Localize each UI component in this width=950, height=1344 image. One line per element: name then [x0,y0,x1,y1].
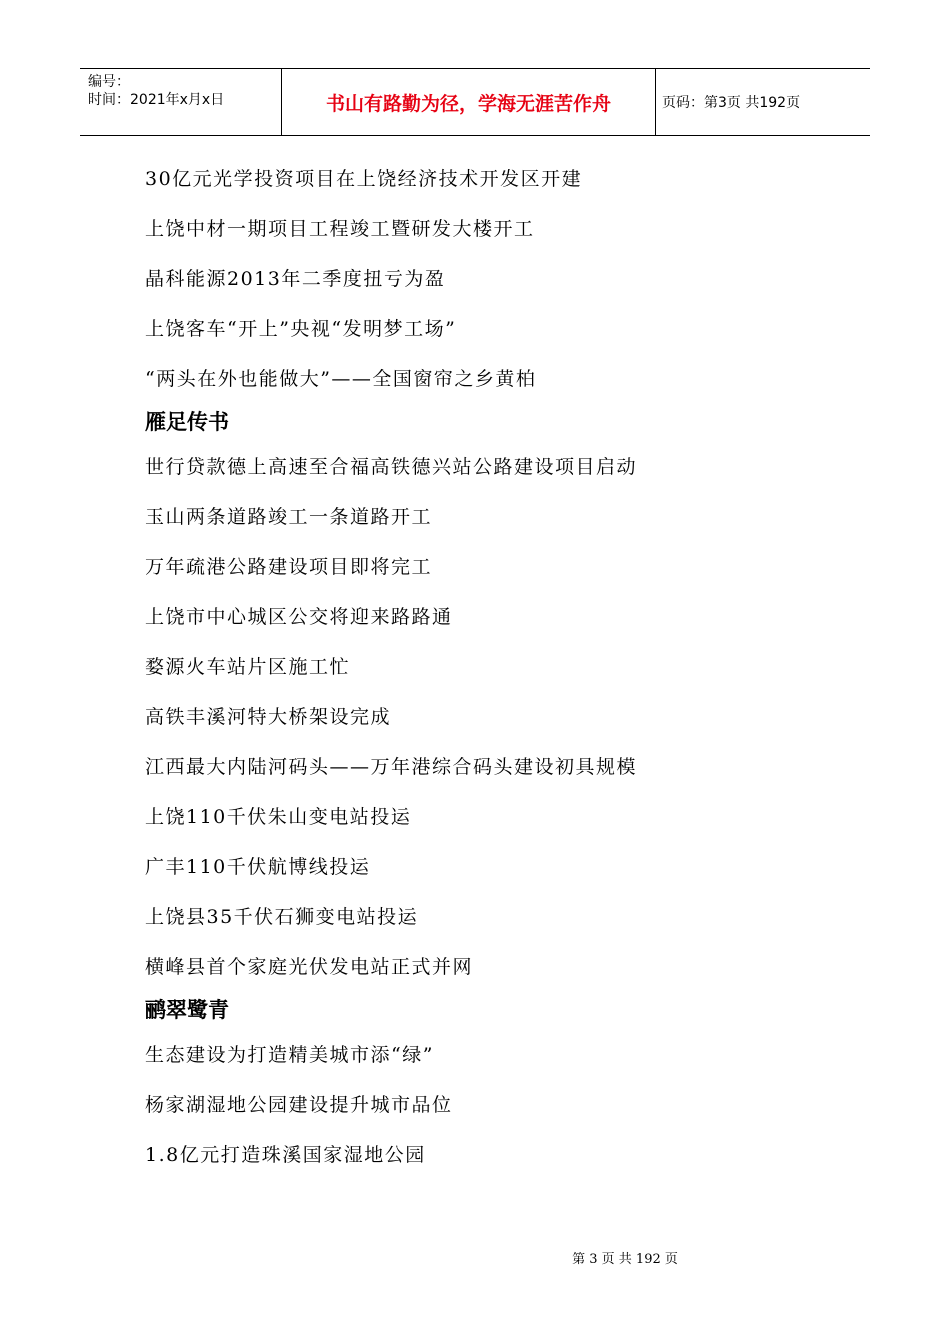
page-footer: 第 3 页 共 192 页 [572,1252,678,1267]
list-item: 杨家湖湿地公园建设提升城市品位 [145,1094,453,1116]
list-item: 玉山两条道路竣工一条道路开工 [145,506,433,528]
number-label: 编号： [88,74,130,90]
list-item: 上饶中材一期项目工程竣工暨研发大楼开工 [145,218,535,240]
list-item: 上饶县35千伏石狮变电站投运 [145,906,419,928]
list-item: “两头在外也能做大”——全国窗帘之乡黄柏 [145,368,537,390]
date-label: 时间：2021年x月x日 [88,92,225,108]
list-item: 万年疏港公路建设项目即将完工 [145,556,433,578]
list-item: 生态建设为打造精美城市添“绿” [145,1044,434,1066]
list-item: 婺源火车站片区施工忙 [145,656,351,678]
list-item: 上饶客车“开上”央视“发明梦工场” [145,318,457,340]
list-item: 上饶110千伏朱山变电站投运 [145,806,412,828]
list-item: 江西最大内陆河码头——万年港综合码头建设初具规模 [145,756,638,778]
list-item: 高铁丰溪河特大桥架设完成 [145,706,392,728]
list-item: 晶科能源2013年二季度扭亏为盈 [145,268,446,290]
section-heading: 雁足传书 [145,410,229,434]
list-item: 广丰110千伏航博线投运 [145,856,371,878]
header-motto: 书山有路勤为径，学海无涯苦作舟 [282,69,656,135]
list-item: 横峰县首个家庭光伏发电站正式并网 [145,956,474,978]
header-table [80,68,870,136]
list-item: 世行贷款德上高速至合福高铁德兴站公路建设项目启动 [145,456,638,478]
section-heading: 鹂翠鹭青 [145,998,229,1022]
header-meta-cell [80,69,282,135]
list-item: 1.8亿元打造珠溪国家湿地公园 [145,1144,426,1166]
list-item: 上饶市中心城区公交将迎来路路通 [145,606,453,628]
document-body [145,168,845,1194]
list-item: 30亿元光学投资项目在上饶经济技术开发区开建 [145,168,583,190]
header-page-info: 页码：第3页 共192页 [662,95,801,111]
